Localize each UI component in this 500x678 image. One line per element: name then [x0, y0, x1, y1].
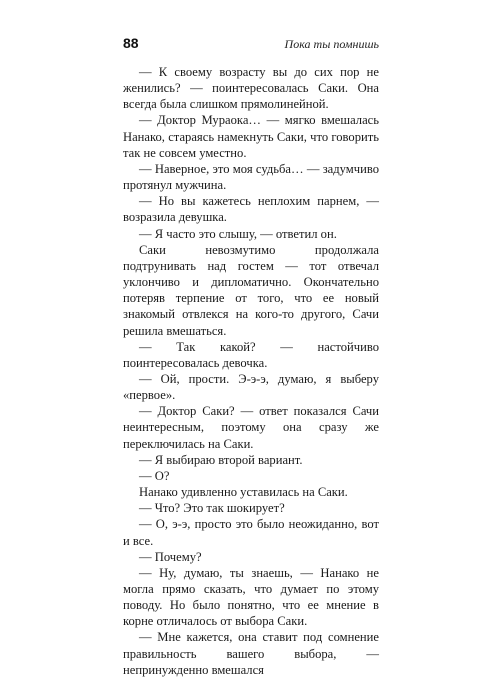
paragraph: — Что? Это так шокирует? [139, 501, 285, 516]
paragraph: — К своему возрасту вы до сих пор не женились? — поинтересовалась Саки. Она всегда была слишком прямолинейной. [123, 65, 379, 112]
paragraph: — Ой, прости. Э-э-э, думаю, я выберу «первое». [123, 371, 379, 403]
page-number: 88 [123, 35, 139, 51]
paragraph: — Ну, думаю, ты знаешь, — Нанако не могла прямо сказать, что думает по этому поводу. Но было понятно, что ее мнение в корне отличалось от выбора Саки. [123, 565, 379, 629]
paragraph: — Мне кажется, она ставит под сомнение правильность вашего выбора, — непринужденно вмешался [123, 630, 379, 677]
paragraph: — Доктор Мураока… — мягко вмешалась Нанако, стараясь намекнуть Саки, что говорить так не совсем уместно. [123, 113, 379, 160]
paragraph: — Я выбираю второй вариант. [139, 452, 303, 467]
running-title: Пока ты помнишь [284, 37, 379, 51]
paragraph: — Доктор Саки? — ответ показался Сачи неинтересным, поэтому она сразу же переключилась на Саки. [123, 404, 379, 451]
paragraph: — Почему? [139, 549, 202, 564]
paragraph: — О, э-э, просто это было неожиданно, вот и все. [123, 517, 379, 548]
paragraph: — Наверное, это моя судьба… — задумчиво протянул мужчина. [123, 161, 379, 193]
paragraph: — Я часто это слышу, — ответил он. [139, 226, 337, 241]
paragraph: — Так какой? — настойчиво поинтересовалась девочка. [123, 339, 379, 370]
paragraph: Саки невозмутимо продолжала подтрунивать над гостем — тот отвечал уклончиво и дипломатично. Окончательно потеряв терпение от того, что ее новый знакомый отвлекся на кого-то другого, Сачи решила вмешаться. [123, 242, 379, 338]
body-text [123, 64, 379, 678]
paragraph: — О? [139, 468, 170, 483]
page-header [123, 34, 379, 54]
paragraph: — Но вы кажетесь неплохим парнем, — возразила девушка. [123, 194, 379, 225]
paragraph: Нанако удивленно уставилась на Саки. [139, 485, 348, 500]
